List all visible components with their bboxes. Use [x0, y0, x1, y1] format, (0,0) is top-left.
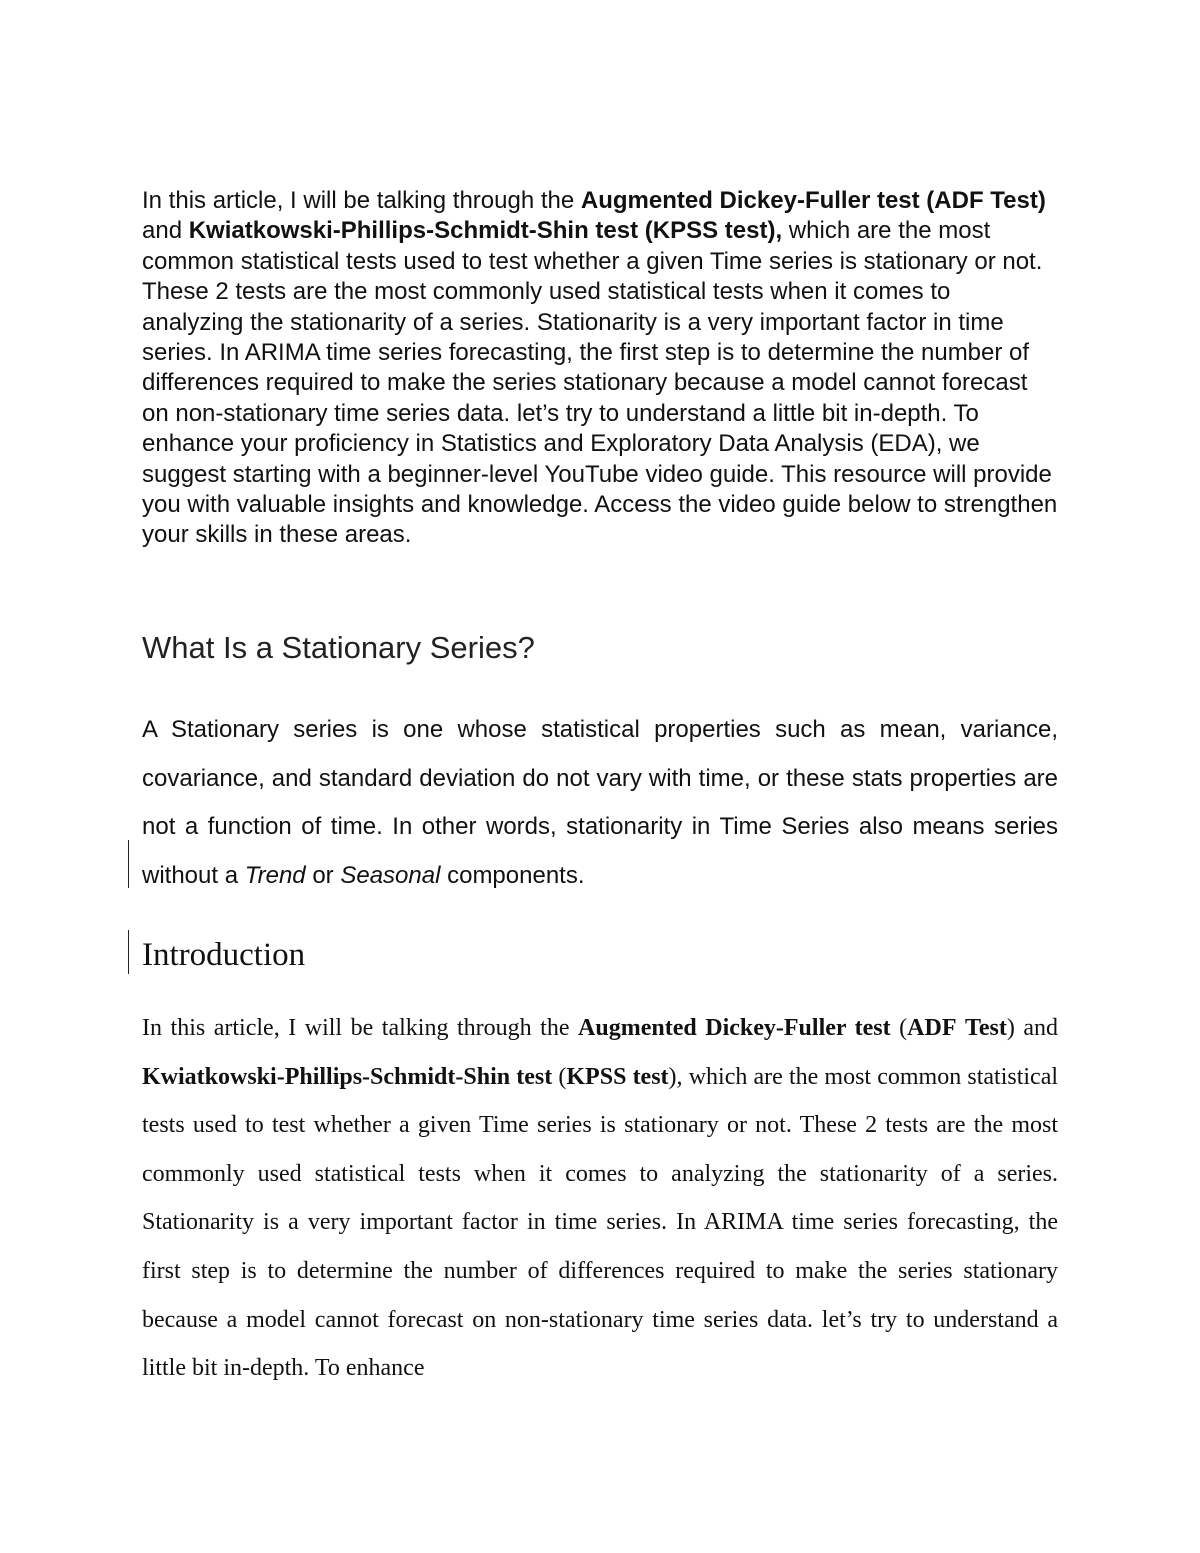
introduction-text-3	[956, 1015, 965, 1041]
introduction-bold-adf-name: Augmented Dickey-Fuller test	[578, 1015, 891, 1041]
stationary-text-2: or	[305, 861, 341, 889]
intro-text-3: which are the most common statistical tests used to test whether a given Time series is stationary or not. These 2 tests are the most commonly used statistical tests when it comes to analyzing the stationarity of a series. Stationarity is a very important factor in time series. In ARIMA time series forecasting, the first step is to determine the number of differences required to make the series stationary because a model cannot forecast on non-stationary time series data. let’s try to understand a little bit in-depth. To enhance your proficiency in Statistics and Exploratory Data Analysis (EDA), we suggest starting with a beginner-level YouTube video guide. This resource will provide you with valuable insights and knowledge. Access the video guide below to strengthen your skills in these areas.	[142, 217, 1058, 549]
introduction-bold-kpss-name: Kwiatkowski-Phillips-Schmidt-Shin test	[142, 1063, 553, 1090]
stationary-paragraph	[142, 706, 1058, 900]
intro-bold-kpss: Kwiatkowski-Phillips-Schmidt-Shin test (KPSS test),	[188, 217, 783, 245]
introduction-text-1: In this article, I will be talking through the	[142, 1015, 579, 1041]
stationary-text-3: components.	[440, 861, 585, 889]
introduction-text-4: ) and	[1006, 1015, 1059, 1041]
stationary-italic-seasonal: Seasonal	[340, 861, 441, 889]
introduction-text-7: which are the most common statistical tests used to test whether a given Time series is stationary or not. These 2 tests are the most commonly used statistical tests when it comes to analyzing the stationarity of a series. Stationarity is a very important factor in time series. In ARIMA time series forecasting, the first step is to determine the number of differences required to make the series stationary because a model cannot forecast on non-stationary time series data. let’s try to understand a little bit in-depth. To enhance	[142, 1063, 1059, 1382]
stationary-text-1: A Stationary series is one whose statistical properties such as mean, variance, covariance, and standard deviation do not vary with time, or these stats properties are not a function of time. In other words, stationarity in Time Series also means series without a	[142, 716, 1058, 889]
introduction-bold-kpss: KPSS test	[566, 1063, 669, 1090]
text-cursor-bar	[128, 840, 129, 888]
text-cursor-bar	[128, 930, 129, 974]
intro-text-1: In this article, I will be talking through the	[142, 187, 581, 214]
heading-introduction: Introduction	[142, 937, 306, 973]
intro-paragraph	[142, 186, 1058, 551]
intro-text-2: and	[142, 217, 189, 245]
introduction-text-2: (	[890, 1015, 908, 1041]
intro-bold-adf: Augmented Dickey-Fuller test (ADF Test)	[580, 187, 1046, 214]
introduction-paragraph	[142, 1004, 1058, 1393]
introduction-bold-adf: ADF	[907, 1015, 957, 1041]
introduction-text-6: ),	[668, 1063, 683, 1090]
introduction-bold-test: Test	[965, 1015, 1007, 1041]
introduction-text-5: (	[552, 1063, 567, 1090]
heading-stationary-series: What Is a Stationary Series?	[142, 630, 535, 665]
stationary-italic-trend: Trend	[244, 861, 306, 889]
